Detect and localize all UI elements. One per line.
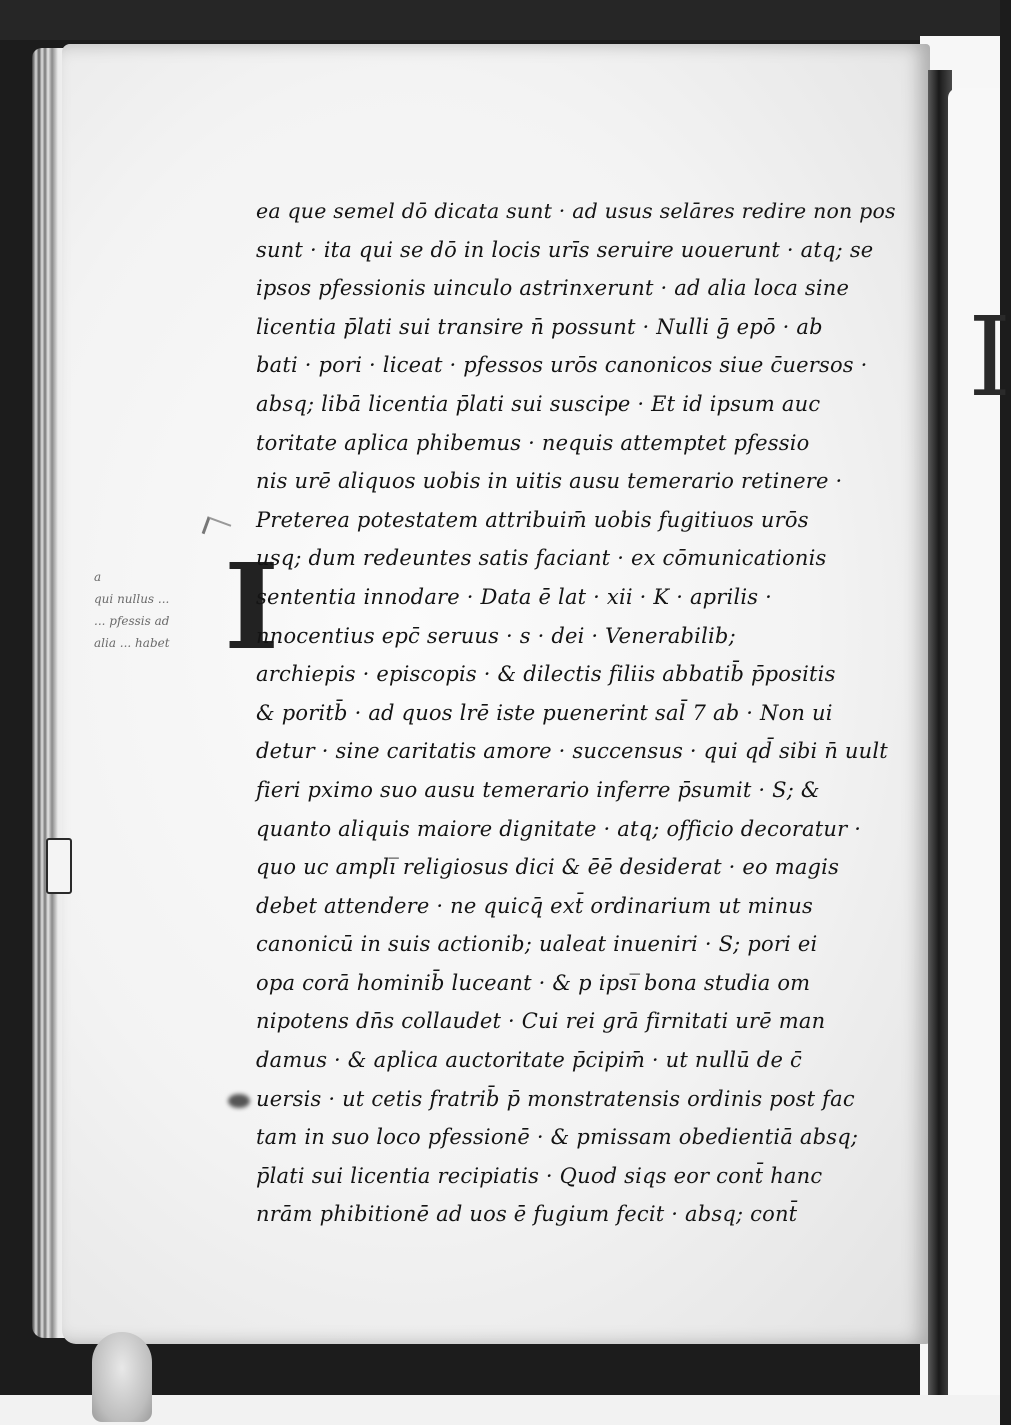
text-line: & poritb̄ · ad quos lrē iste puenerint sal̄ 7 ab · Non ui [256, 700, 833, 725]
text-line: nis urē aliquos uobis in uitis ausu temerario retinere · [256, 469, 843, 494]
manuscript-text [256, 192, 896, 1234]
text-line: ea que semel dō dicata sunt · ad usus selāres redire non pos [256, 199, 896, 223]
text-line: ipsos pfessionis uinculo astrinxerunt · ad alia loca sine [256, 276, 850, 301]
text-line: nrām phibitionē ad uos ē fugium fecit · absq; cont̄ [256, 1202, 798, 1227]
text-line: sunt · ita qui se dō in locis urīs seruire uouerunt · atq; se [256, 237, 874, 262]
facing-page [948, 88, 1000, 1398]
text-line: absq; libā licentia p̄lati sui suscipe · Et id ipsum auc [256, 391, 821, 416]
text-line: archiepis · episcopis · & dilectis filiis abbatib̄ p̄positis [256, 662, 836, 687]
text-line: damus · & aplica auctoritate p̄cipim̄ · ut nullū de c̄ [256, 1048, 802, 1073]
text-line: canonicū in suis actionib; ualeat inueniri · S; pori ei [256, 932, 818, 957]
text-line: sententia innodare · Data ē lat · xii · K · aprilis · [256, 584, 773, 609]
text-line: opa corā hominib̄ luceant · & p ipsi̅ bona studia om [256, 970, 811, 995]
text-line: uersis · ut cetis fratrib̄ p̄ monstratensis ordinis post fac [256, 1086, 855, 1111]
text-line: quanto aliquis maiore dignitate · atq; officio decoratur · [256, 816, 862, 841]
marginal-annotation [94, 566, 244, 654]
facing-page-initial: I [968, 293, 1011, 421]
text-line: fieri pximo suo ausu temerario inferre p̄sumit · S; & [256, 777, 820, 802]
text-line: usq; dum redeuntes satis faciant · ex cōmunicationis [256, 546, 827, 571]
text-line: licentia p̄lati sui transire n̄ possunt · Nulli ḡ epō · ab [256, 314, 823, 339]
text-line: Preterea potestatem attribuim̄ uobis fugitiuos urōs [256, 507, 809, 532]
text-line: p̄lati sui licentia recipiatis · Quod siqs eor cont̄ hanc [256, 1163, 823, 1188]
text-line: tam in suo loco pfessionē · & pmissam obedientiā absq; [256, 1125, 859, 1150]
margin-note-line: qui nullus ... [94, 592, 170, 606]
text-line: debet attendere · ne quicq̄ ext̄ ordinarium ut minus [256, 893, 813, 918]
holding-thumb [92, 1332, 152, 1422]
margin-note-line: a [94, 570, 102, 584]
ink-smudge [228, 1094, 250, 1108]
margin-note-line: alia ... habet [94, 636, 170, 650]
text-line: quo uc ampli̅ religiosus dici & ēē desiderat · eo magis [256, 855, 840, 880]
text-line: nipotens dn̄s collaudet · Cui rei grā firnitati urē man [256, 1009, 826, 1034]
page-clip-tab [46, 838, 72, 894]
text-line: nnocentius epc̄ seruus · s · dei · Venerabilib; [256, 623, 736, 648]
margin-note-line: ... pfessis ad [94, 614, 170, 628]
decorated-initial: I [224, 537, 280, 676]
text-line: toritate aplica phibemus · nequis attemptet pfessio [256, 430, 810, 455]
text-line: detur · sine caritatis amore · succensus · qui qd̄ sibi n̄ uult [256, 739, 888, 764]
text-line: bati · pori · liceat · pfessos urōs canonicos siue c̄uersos · [256, 353, 868, 378]
backdrop-top [0, 0, 1000, 40]
